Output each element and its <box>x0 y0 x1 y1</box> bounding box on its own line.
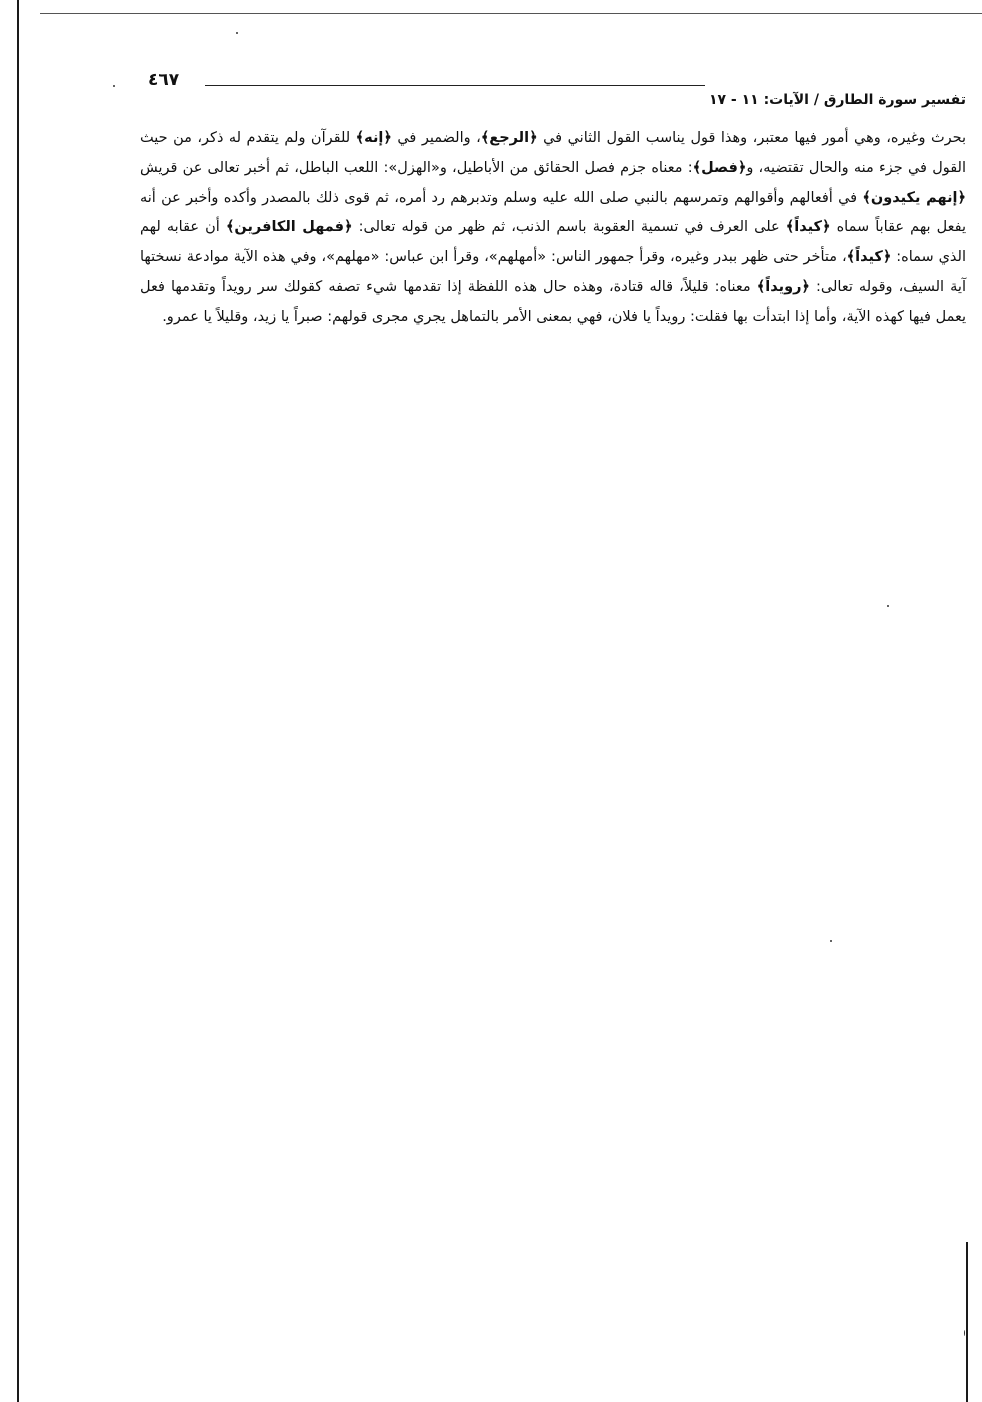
page-number: ٤٦٧ <box>148 70 180 90</box>
text-run: بحرث وغيره، وهي أمور فيها معتبر، وهذا قول يناسب القول الثاني في <box>537 130 967 146</box>
text-run: ، والضمير في <box>391 130 481 146</box>
text-run: معناه: قليلاً، قاله قتادة، وهذه حال هذه اللفظة إذا تقدمها شيء تصفه كقولك سر رويداً وتقدمها فعل يعمل فيها كهذه الآية، وأما إذا ابتدأت بها فقلت: رويداً يا فلان، فهي بمعنى الأمر بالتماهل يجري مجرى قولهم: صبراً يا زيد، وقليلاً يا عمرو. <box>140 278 966 325</box>
quranic-citation: ﴿الرجع﴾ <box>480 130 538 146</box>
scan-speck <box>830 940 832 942</box>
scan-edge-top <box>40 13 982 14</box>
text-run: ، متأخر حتى ظهر ببدر وغيره، وقرأ جمهور الناس: «أمهلهم»، وقرأ ابن عباس: «مهلهم»، وفي هذه الآية موادعة نسختها آية السيف، وقوله تعالى: <box>140 249 966 295</box>
text-run: على العرف في تسمية العقوبة باسم الذنب، ثم ظهر من قوله تعالى: <box>352 219 786 236</box>
running-title: تفسير سورة الطارق / الآيات: ١١ - ١٧ <box>708 92 966 108</box>
quranic-citation: ﴿فمهل الكافرين﴾ <box>225 219 353 236</box>
quranic-citation: ﴿فصل﴾ <box>692 159 747 176</box>
scan-speck <box>236 32 238 34</box>
quranic-citation: ﴿كيداً﴾ <box>785 219 831 236</box>
header-rule <box>205 85 705 86</box>
text-run: للقرآن ولم يتقدم له ذكر، من حيث القول في جزء منه والحال تقتضيه، و <box>140 130 967 176</box>
running-header <box>148 70 966 110</box>
scan-speck <box>887 605 889 607</box>
text-run: في أفعالهم وأقوالهم وتمرسهم بالنبي صلى الله عليه وسلم وتدبرهم رد أمره، ثم قوى ذلك بالمصدر وأكده وأخبر عن أنه يفعل بهم عقاباً سماه <box>140 189 966 236</box>
scan-speck <box>113 85 115 87</box>
quranic-citation: ﴿كيداً﴾ <box>846 249 892 266</box>
text-run: : معناه جزم فصل الحقائق من الأباطيل، و«الهزل»: اللعب الباطل، ثم أخبر تعالى عن قريش <box>140 159 693 176</box>
quranic-citation: ﴿إنهم يكيدون﴾ <box>862 189 966 206</box>
body-paragraph <box>140 124 966 333</box>
scan-speck <box>964 1330 965 1336</box>
quranic-citation: ﴿رويداً﴾ <box>756 278 810 295</box>
scan-edge-right <box>966 1242 968 1402</box>
scan-edge-left <box>17 0 19 1402</box>
quranic-citation: ﴿إنه﴾ <box>355 130 392 146</box>
text-run: أن عقابه لهم الذي سماه: <box>140 219 966 266</box>
